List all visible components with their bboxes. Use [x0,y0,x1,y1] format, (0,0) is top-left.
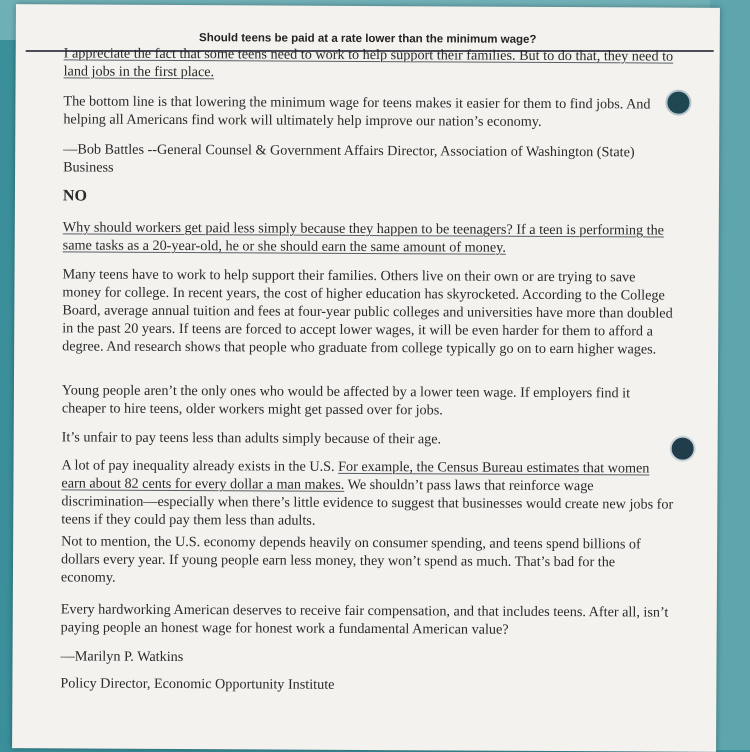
yes-attribution [63,140,675,179]
author-name: —Marilyn P. Watkins [60,648,184,666]
no-paragraph-4 [62,428,674,449]
no-paragraph-5 [61,456,673,531]
paragraph-text: I appreciate the fact that some teens need to work to help support their families. But to do that, they need to land jobs in the first place. [63,45,674,81]
paragraph-text: Many teens have to work to help support their families. Others live on their own or are trying to save money for college. In recent years, the cost of higher education has skyrocketed. According to the College Board, average annual tuition and fees at four-year public colleges and universities have more than doubled in the past 20 years. If teens are forced to accept lower wages, it will be even harder for them to afford a degree. And research shows that people who graduate from college typically go on to earn higher wages. [62,266,673,358]
no-paragraph-7 [61,600,673,639]
page-title: Should teens be paid at a rate lower than the minimum wage? [199,32,537,46]
text-span: We shouldn’t pass laws that reinforce wage discrimination—especially when there’s little evidence to suggest that businesses would create new jobs for teens if they could pay them less than adults. [61,476,674,529]
no-paragraph-1 [63,218,675,257]
no-paragraph-2 [62,265,674,358]
yes-closing-paragraph-1 [64,44,676,83]
paragraph-text: Not to mention, the U.S. economy depends heavily on consumer spending, and teens spend billions of dollars every year. If young people earn less money, they won’t spend as much. That’s bad for the economy. [60,533,641,586]
author-title: Policy Director, Economic Opportunity Institute [60,675,335,693]
paragraph-text: Young people aren’t the only ones who would be affected by a lower teen wage. If employers find it cheaper to hire teens, older workers might get passed over for jobs. [61,382,631,419]
no-paragraph-3 [62,381,674,420]
paragraph-text: The bottom line is that lowering the minimum wage for teens makes it easier for them to find jobs. And helping all Americans find work will ultimately help improve our nation’s economy. [63,93,651,130]
text-span: A lot of pay inequality already exists in the U.S. [61,457,339,475]
paragraph-text: Why should workers get paid less simply because they happen to be teenagers? If a teen is performing the same tasks as a 20-year-old, he or she should earn the same amount of money. [62,219,665,256]
yes-closing-paragraph-2 [63,92,675,131]
underlined-text: For example, the Census Bureau estimates that women earn about 82 cents for every dollar a man makes. [61,458,650,493]
paper-sheet [12,4,720,752]
paragraph-text [61,456,673,531]
paragraph-text: It’s unfair to pay teens less than adults simply because of their age. [61,429,442,448]
paragraph-text: Every hardworking American deserves to receive fair compensation, and that includes teens. After all, isn’t paying people an honest wage for honest work a fundamental American value? [60,601,669,638]
no-heading: NO [62,187,87,205]
attribution-text: —Bob Battles --General Counsel & Government Affairs Director, Association of Washington (State) Business [63,141,635,176]
no-paragraph-6 [61,532,673,589]
